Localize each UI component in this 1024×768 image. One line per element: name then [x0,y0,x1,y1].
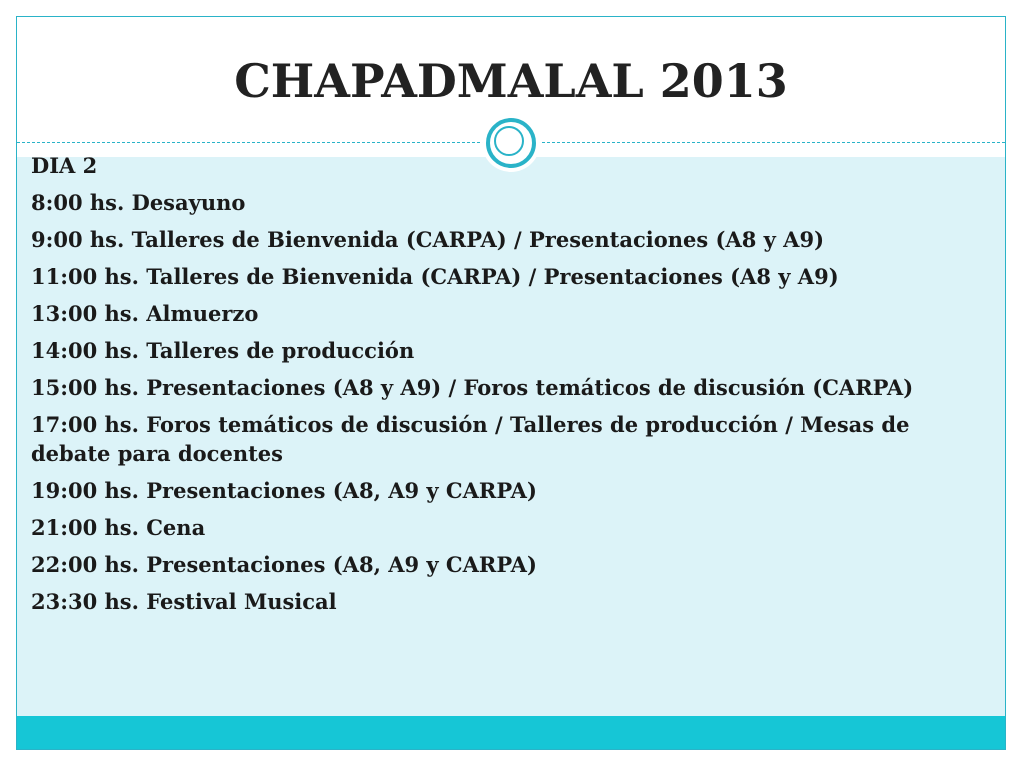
day-heading: DIA 2 [31,153,98,178]
schedule-item: 23:30 hs. Festival Musical [31,589,337,614]
schedule-item: 17:00 hs. Foros temáticos de discusión / Talleres de producción / Mesas de debate para docentes [31,412,910,466]
schedule-item: 21:00 hs. Cena [31,515,206,540]
schedule-item: 8:00 hs. Desayuno [31,190,246,215]
schedule-item: 13:00 hs. Almuerzo [31,301,259,326]
slide-title: CHAPADMALAL 2013 [234,54,788,108]
schedule-item: 9:00 hs. Talleres de Bienvenida (CARPA) / Presentaciones (A8 y A9) [31,227,825,252]
schedule-item: 14:00 hs. Talleres de producción [31,338,415,363]
schedule-item: 11:00 hs. Talleres de Bienvenida (CARPA) / Presentaciones (A8 y A9) [31,264,839,289]
schedule-content [31,151,981,624]
schedule-item: 19:00 hs. Presentaciones (A8, A9 y CARPA) [31,478,537,503]
schedule-item: 15:00 hs. Presentaciones (A8 y A9) / Foros temáticos de discusión (CARPA) [31,375,914,400]
footer-bar [17,716,1005,749]
slide-frame [16,16,1006,750]
schedule-item: 22:00 hs. Presentaciones (A8, A9 y CARPA) [31,552,537,577]
